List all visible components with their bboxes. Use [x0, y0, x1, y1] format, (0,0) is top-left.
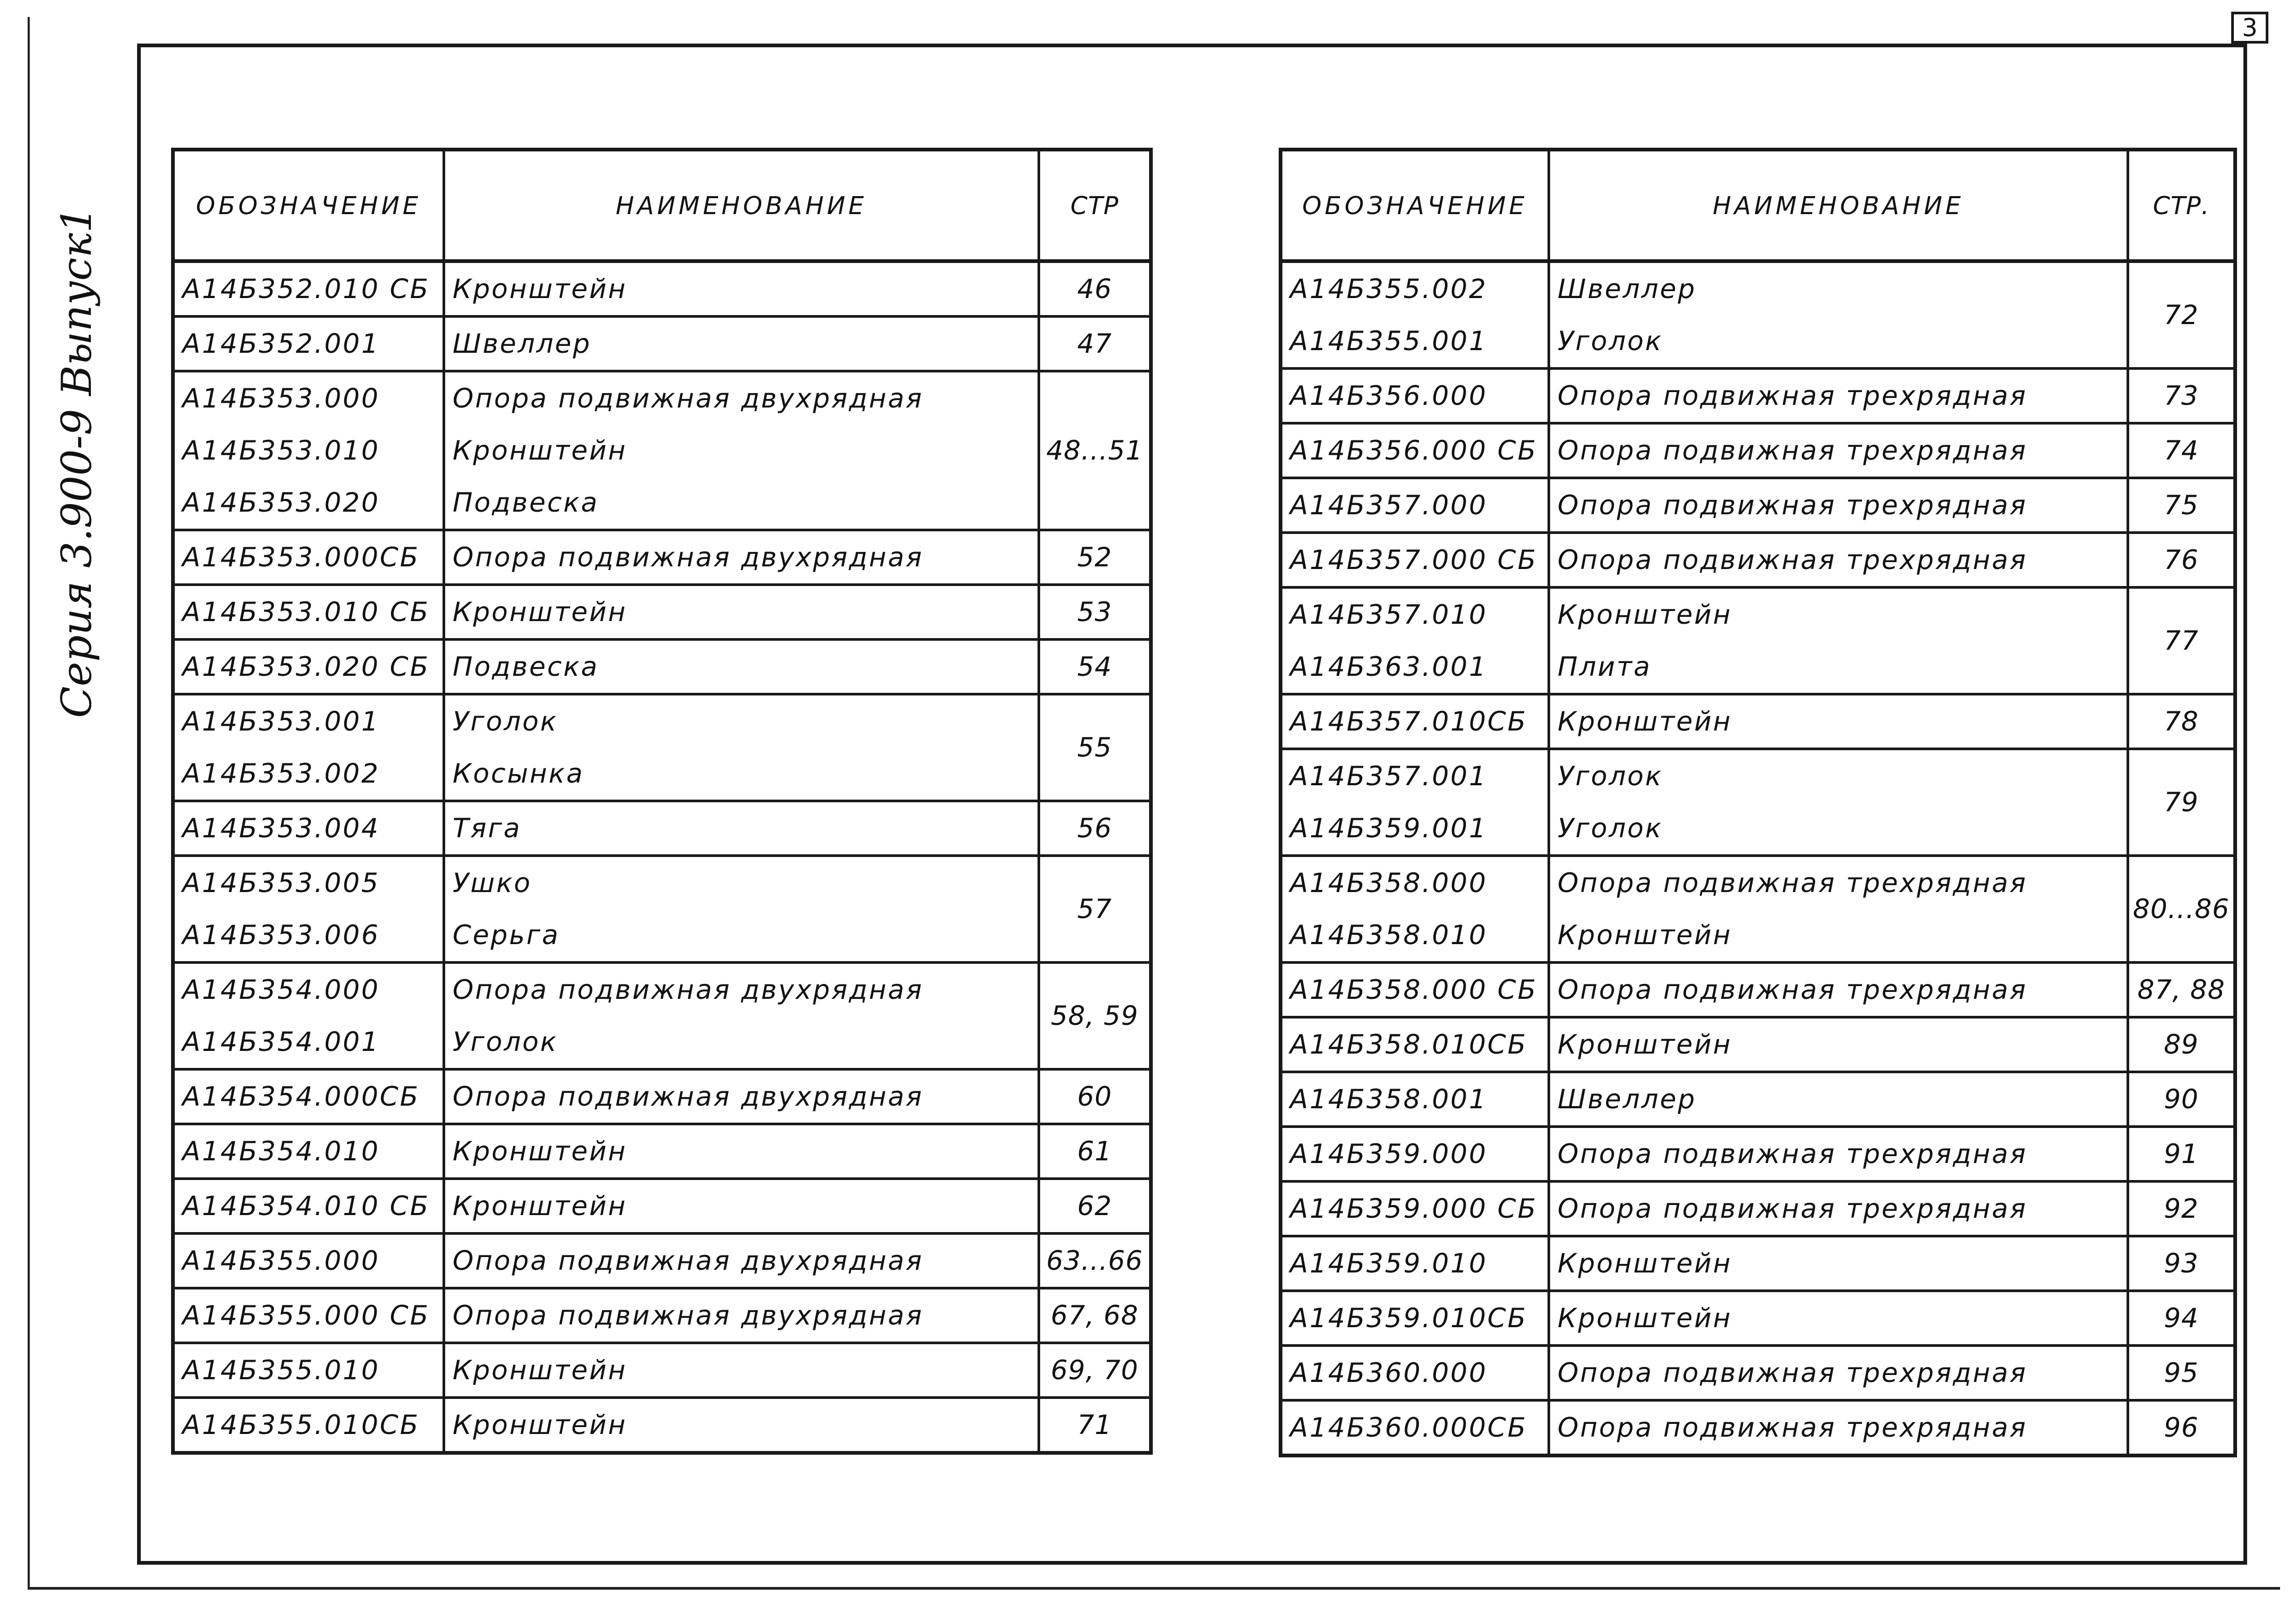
designation-cell	[1281, 588, 1549, 694]
designation-text: А14Б354.010	[182, 1136, 380, 1167]
name-text: Подвеска	[453, 651, 599, 682]
page-cell: 76	[2128, 533, 2235, 588]
designation-text: А14Б358.000	[1290, 868, 1487, 898]
page-cell: 71	[1039, 1398, 1151, 1453]
designation-text: А14Б358.001	[1290, 1084, 1487, 1115]
name-text: Опора подвижная трехрядная	[1558, 490, 2028, 521]
name-cell	[444, 1234, 1039, 1288]
name-cell	[444, 694, 1039, 801]
designation-cell	[173, 1234, 444, 1288]
designation-cell	[173, 371, 444, 530]
table-row	[1281, 856, 2235, 963]
name-text: Кронштейн	[1558, 1029, 1732, 1060]
name-cell	[1549, 1346, 2128, 1401]
page-cell: 93	[2128, 1236, 2235, 1291]
table-row	[1281, 369, 2235, 423]
designation-cell	[1281, 856, 1549, 963]
page-cell: 78	[2128, 694, 2235, 749]
page-cell: 56	[1039, 801, 1151, 856]
left-spec-table	[171, 148, 1153, 1455]
designation-cell	[173, 1124, 444, 1179]
table-row	[1281, 588, 2235, 694]
table-row	[1281, 963, 2235, 1017]
name-cell	[444, 371, 1039, 530]
table-row	[1281, 478, 2235, 533]
header-page: СТР	[1039, 150, 1151, 261]
table-row	[173, 530, 1151, 585]
name-text: Опора подвижная двухрядная	[453, 383, 924, 414]
page-cell: 73	[2128, 369, 2235, 423]
page-cell: 46	[1039, 261, 1151, 317]
designation-cell	[1281, 423, 1549, 478]
designation-cell	[1281, 533, 1549, 588]
right-table-body	[1281, 261, 2235, 1456]
designation-cell	[173, 1070, 444, 1124]
table-row	[1281, 1291, 2235, 1346]
header-name: НАИМЕНОВАНИЕ	[1549, 150, 2128, 261]
table-row	[173, 963, 1151, 1070]
name-cell	[1549, 1127, 2128, 1182]
table-row	[173, 317, 1151, 371]
table-row	[1281, 1182, 2235, 1236]
designation-cell	[1281, 749, 1549, 856]
designation-text: А14Б354.010 СБ	[182, 1191, 430, 1221]
name-text: Опора подвижная трехрядная	[1558, 868, 2028, 898]
designation-cell	[1281, 1291, 1549, 1346]
designation-cell	[1281, 1236, 1549, 1291]
name-text: Плита	[1558, 651, 1652, 682]
designation-text: А14Б357.010	[1290, 599, 1487, 630]
designation-cell	[173, 694, 444, 801]
designation-text: А14Б355.000	[182, 1245, 380, 1276]
name-cell	[1549, 261, 2128, 369]
name-text: Кронштейн	[1558, 599, 1732, 630]
page-cell: 47	[1039, 317, 1151, 371]
designation-cell	[1281, 1017, 1549, 1072]
page-cell: 79	[2128, 749, 2235, 856]
table-row	[173, 1179, 1151, 1234]
name-text: Опора подвижная трехрядная	[1558, 380, 2028, 411]
name-cell	[1549, 1291, 2128, 1346]
page-cell: 94	[2128, 1291, 2235, 1346]
page-cell: 69, 70	[1039, 1343, 1151, 1398]
name-text: Подвеска	[453, 487, 599, 518]
designation-cell	[173, 1343, 444, 1398]
name-text: Косынка	[453, 758, 584, 789]
right-spec-table	[1279, 148, 2237, 1457]
name-cell	[444, 801, 1039, 856]
table-row	[173, 694, 1151, 801]
page-number: 3	[2231, 12, 2268, 44]
designation-cell	[173, 261, 444, 317]
name-cell	[1549, 749, 2128, 856]
page-cell: 53	[1039, 585, 1151, 640]
name-text: Опора подвижная двухрядная	[453, 1245, 924, 1276]
name-cell	[1549, 1017, 2128, 1072]
name-cell	[444, 1398, 1039, 1453]
table-row	[1281, 694, 2235, 749]
header-designation: ОБОЗНАЧЕНИЕ	[173, 150, 444, 261]
page-cell: 48...51	[1039, 371, 1151, 530]
name-text: Кронштейн	[1558, 706, 1732, 737]
name-cell	[444, 585, 1039, 640]
name-cell	[444, 963, 1039, 1070]
name-cell	[1549, 963, 2128, 1017]
designation-text: А14Б353.000СБ	[182, 542, 420, 573]
designation-text: А14Б353.001	[182, 706, 380, 737]
designation-text: А14Б357.001	[1290, 761, 1487, 792]
table-row	[1281, 533, 2235, 588]
name-cell	[1549, 1236, 2128, 1291]
table-row	[173, 1124, 1151, 1179]
name-text: Кронштейн	[453, 597, 627, 627]
table-row	[1281, 1072, 2235, 1127]
name-text: Кронштейн	[453, 1355, 627, 1386]
page-cell: 75	[2128, 478, 2235, 533]
page-cell: 92	[2128, 1182, 2235, 1236]
table-row	[173, 1398, 1151, 1453]
designation-text: А14Б355.001	[1290, 326, 1487, 357]
name-cell	[444, 1343, 1039, 1398]
page-cell: 89	[2128, 1017, 2235, 1072]
page-cell: 91	[2128, 1127, 2235, 1182]
name-text: Уголок	[453, 706, 558, 737]
designation-text: А14Б355.000 СБ	[182, 1300, 430, 1331]
page-cell: 55	[1039, 694, 1151, 801]
page-cell: 80...86	[2128, 856, 2235, 963]
name-text: Кронштейн	[1558, 1248, 1732, 1279]
page-cell: 61	[1039, 1124, 1151, 1179]
designation-cell	[1281, 478, 1549, 533]
designation-text: А14Б355.002	[1290, 274, 1487, 304]
designation-text: А14Б358.010	[1290, 920, 1487, 950]
designation-text: А14Б353.020	[182, 487, 380, 518]
header-page: СТР.	[2128, 150, 2235, 261]
name-text: Уголок	[1558, 326, 1663, 357]
table-row	[173, 261, 1151, 317]
designation-text: А14Б363.001	[1290, 651, 1487, 682]
table-row	[1281, 1236, 2235, 1291]
table-row	[173, 1070, 1151, 1124]
name-text: Кронштейн	[453, 1410, 627, 1440]
page-cell: 62	[1039, 1179, 1151, 1234]
designation-text: А14Б357.000	[1290, 490, 1487, 521]
name-cell	[444, 856, 1039, 963]
table-row	[1281, 749, 2235, 856]
designation-text: А14Б359.000	[1290, 1139, 1487, 1169]
name-text: Швеллер	[1558, 1084, 1697, 1115]
table-row	[1281, 1346, 2235, 1401]
designation-text: А14Б356.000	[1290, 380, 1487, 411]
table-row	[173, 801, 1151, 856]
name-cell	[1549, 423, 2128, 478]
designation-cell	[173, 530, 444, 585]
name-text: Опора подвижная трехрядная	[1558, 1357, 2028, 1388]
designation-cell	[173, 963, 444, 1070]
name-text: Швеллер	[453, 328, 592, 359]
designation-text: А14Б359.010СБ	[1290, 1303, 1528, 1334]
name-text: Опора подвижная двухрядная	[453, 1081, 924, 1112]
designation-text: А14Б360.000СБ	[1290, 1412, 1528, 1443]
name-text: Уголок	[1558, 813, 1663, 844]
designation-text: А14Б353.000	[182, 383, 380, 414]
designation-cell	[1281, 1346, 1549, 1401]
name-cell	[1549, 1401, 2128, 1456]
designation-cell	[1281, 261, 1549, 369]
page-cell: 77	[2128, 588, 2235, 694]
name-text: Опора подвижная трехрядная	[1558, 1139, 2028, 1169]
designation-text: А14Б353.010	[182, 435, 380, 466]
table-row	[1281, 1401, 2235, 1456]
page-cell: 90	[2128, 1072, 2235, 1127]
name-text: Серьга	[453, 920, 560, 950]
designation-text: А14Б355.010СБ	[182, 1410, 420, 1440]
name-text: Тяга	[453, 813, 522, 844]
page-cell: 74	[2128, 423, 2235, 478]
header-designation: ОБОЗНАЧЕНИЕ	[1281, 150, 1549, 261]
table-row	[1281, 423, 2235, 478]
name-text: Опора подвижная трехрядная	[1558, 1193, 2028, 1224]
designation-cell	[173, 1179, 444, 1234]
name-cell	[444, 1124, 1039, 1179]
designation-text: А14Б358.010СБ	[1290, 1029, 1528, 1060]
designation-text: А14Б354.000СБ	[182, 1081, 420, 1112]
designation-text: А14Б352.010 СБ	[182, 274, 430, 304]
page-cell: 52	[1039, 530, 1151, 585]
designation-text: А14Б353.004	[182, 813, 380, 844]
table-row	[1281, 261, 2235, 369]
table-row	[173, 640, 1151, 694]
table-row	[1281, 1017, 2235, 1072]
table-row	[173, 1343, 1151, 1398]
designation-text: А14Б353.006	[182, 920, 380, 950]
designation-text: А14Б353.005	[182, 868, 380, 898]
name-text: Швеллер	[1558, 274, 1697, 304]
designation-cell	[1281, 369, 1549, 423]
designation-cell	[1281, 694, 1549, 749]
page-cell: 63...66	[1039, 1234, 1151, 1288]
designation-cell	[1281, 1127, 1549, 1182]
designation-text: А14Б358.000 СБ	[1290, 974, 1537, 1005]
designation-cell	[173, 1398, 444, 1453]
designation-cell	[173, 640, 444, 694]
header-name: НАИМЕНОВАНИЕ	[444, 150, 1039, 261]
name-text: Опора подвижная двухрядная	[453, 1300, 924, 1331]
name-cell	[444, 317, 1039, 371]
name-text: Опора подвижная трехрядная	[1558, 974, 2028, 1005]
name-text: Кронштейн	[453, 1191, 627, 1221]
page-cell: 54	[1039, 640, 1151, 694]
designation-text: А14Б359.010	[1290, 1248, 1487, 1279]
table-row	[173, 371, 1151, 530]
name-text: Опора подвижная трехрядная	[1558, 1412, 2028, 1443]
name-text: Кронштейн	[1558, 1303, 1732, 1334]
name-text: Уголок	[453, 1026, 558, 1057]
designation-cell	[173, 801, 444, 856]
name-text: Опора подвижная двухрядная	[453, 974, 924, 1005]
designation-text: А14Б359.000 СБ	[1290, 1193, 1537, 1224]
table-row	[173, 585, 1151, 640]
designation-cell	[1281, 963, 1549, 1017]
name-cell	[1549, 856, 2128, 963]
designation-text: А14Б353.010 СБ	[182, 597, 430, 627]
name-cell	[444, 1288, 1039, 1343]
name-text: Кронштейн	[1558, 920, 1732, 950]
name-cell	[444, 261, 1039, 317]
designation-cell	[173, 856, 444, 963]
name-cell	[1549, 1182, 2128, 1236]
designation-text: А14Б359.001	[1290, 813, 1487, 844]
name-text: Кронштейн	[453, 435, 627, 466]
designation-text: А14Б353.002	[182, 758, 380, 789]
page-cell: 58, 59	[1039, 963, 1151, 1070]
designation-cell	[1281, 1182, 1549, 1236]
designation-text: А14Б356.000 СБ	[1290, 435, 1537, 466]
designation-text: А14Б354.000	[182, 974, 380, 1005]
name-text: Ушко	[453, 868, 532, 898]
designation-text: А14Б352.001	[182, 328, 380, 359]
designation-text: А14Б360.000	[1290, 1357, 1487, 1388]
designation-cell	[173, 317, 444, 371]
name-cell	[444, 640, 1039, 694]
name-text: Кронштейн	[453, 274, 627, 304]
page-cell: 60	[1039, 1070, 1151, 1124]
table-row	[173, 1288, 1151, 1343]
page-cell: 67, 68	[1039, 1288, 1151, 1343]
page-cell: 87, 88	[2128, 963, 2235, 1017]
designation-text: А14Б354.001	[182, 1026, 380, 1057]
page-cell: 95	[2128, 1346, 2235, 1401]
name-cell	[444, 530, 1039, 585]
name-cell	[444, 1070, 1039, 1124]
name-cell	[1549, 478, 2128, 533]
designation-text: А14Б357.010СБ	[1290, 706, 1528, 737]
name-text: Кронштейн	[453, 1136, 627, 1167]
table-row	[173, 856, 1151, 963]
name-text: Опора подвижная трехрядная	[1558, 435, 2028, 466]
page-cell: 72	[2128, 261, 2235, 369]
table-row	[1281, 1127, 2235, 1182]
name-cell	[1549, 1072, 2128, 1127]
table-row	[173, 1234, 1151, 1288]
designation-text: А14Б353.020 СБ	[182, 651, 430, 682]
name-cell	[1549, 533, 2128, 588]
name-cell	[1549, 588, 2128, 694]
designation-cell	[173, 585, 444, 640]
name-text: Опора подвижная двухрядная	[453, 542, 924, 573]
name-cell	[444, 1179, 1039, 1234]
series-label: Серия 3.900-9 Выпуск1	[53, 206, 101, 718]
name-cell	[1549, 369, 2128, 423]
designation-cell	[1281, 1401, 1549, 1456]
designation-text: А14Б357.000 СБ	[1290, 545, 1537, 575]
name-text: Уголок	[1558, 761, 1663, 792]
page-cell: 96	[2128, 1401, 2235, 1456]
left-table-body	[173, 261, 1151, 1453]
name-cell	[1549, 694, 2128, 749]
designation-cell	[1281, 1072, 1549, 1127]
page-cell: 57	[1039, 856, 1151, 963]
name-text: Опора подвижная трехрядная	[1558, 545, 2028, 575]
designation-text: А14Б355.010	[182, 1355, 380, 1386]
designation-cell	[173, 1288, 444, 1343]
